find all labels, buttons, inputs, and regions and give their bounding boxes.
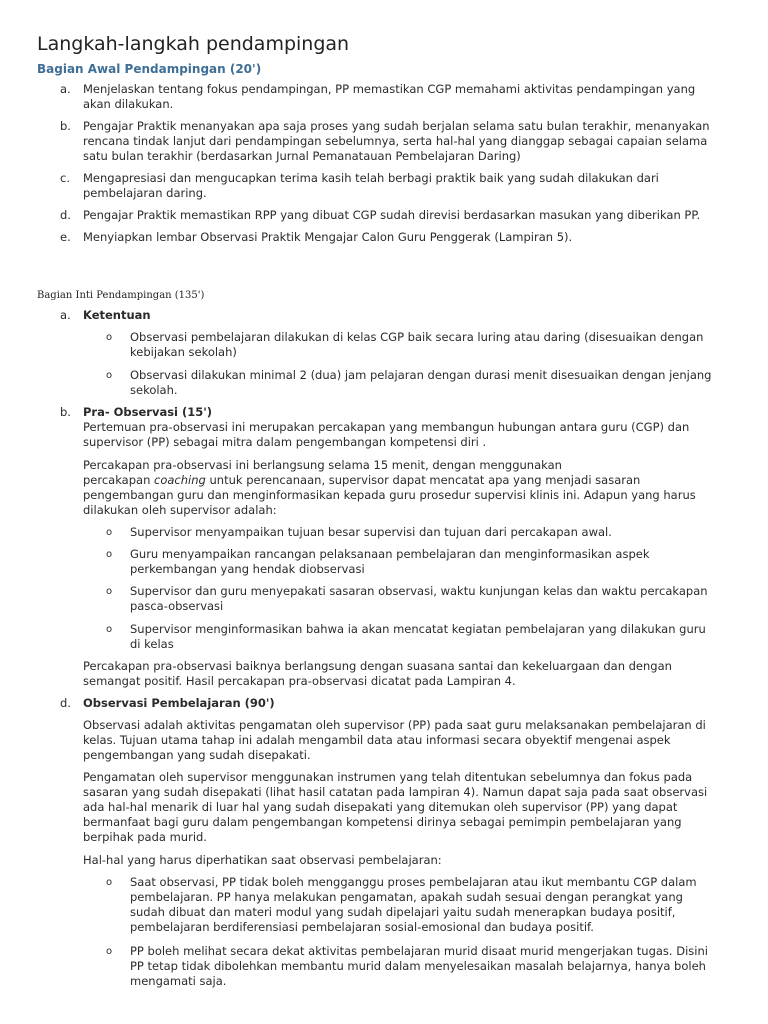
bullet-marker: o [106,549,113,560]
pra-bullet-1: Supervisor menyampaikan tujuan besar supervisi dan tujuan dari percakapan awal. [130,525,612,539]
pra-title: Pra- Observasi (15') [83,405,213,419]
observasi-para-2: Pengamatan oleh supervisor menggunakan instrumen yang telah ditentukan sebelumnya dan fokus pada sasaran yang sudah disepakati (lihat hasil catatan pada lampiran 4). Namun dapat saja pada saat observasi ada hal-hal menarik di luar hal yang sudah disepakati yang ditemukan oleh supervisor (PP) yang dapat bermanfaat bagi guru dalam pengembangan kompetensi dirinya sebagai pemimpin pembelajaran yang berpihak pada murid. [83,770,708,844]
bullet-marker: o [106,877,113,888]
item-text-d: Pengajar Praktik memastikan RPP yang dibuat CGP sudah direvisi berdasarkan masukan yang diberikan PP. [83,208,701,222]
observasi-bullet-2: PP boleh melihat secara dekat aktivitas pembelajaran murid disaat murid mengerjakan tugas. Disini PP tetap tidak dibolehkan membantu murid dalam menyelesaikan masalah belajarnya, hanya boleh mengamati saja. [130,944,708,988]
observasi-para-1: Observasi adalah aktivitas pengamatan oleh supervisor (PP) pada saat guru melaksanakan pembelajaran di kelas. Tujuan utama tahap ini adalah mengambil data atau informasi secara obyektif mengenai aspek pengembangan yang sudah disepakati. [83,718,706,762]
bullet-marker: o [106,332,113,343]
pra-para-1: Pertemuan pra-observasi ini merupakan percakapan yang membangun hubungan antara guru (CGP) dan supervisor (PP) sebagai mitra dalam pengembangan kompetensi diri . [83,420,690,449]
page-title: Langkah-langkah pendampingan [37,33,350,55]
item-label-a: a. [60,82,71,96]
item-label-b: b. [60,119,71,133]
ketentuan-label: a. [60,308,71,322]
item-label-d: d. [60,208,71,222]
item-text-b: Pengajar Praktik menanyakan apa saja proses yang sudah berjalan selama satu bulan terakhir, menanyakan rencana tindak lanjut dari pendampingan sebelumnya, serta hal-hal yang dianggap sebagai capaian selama satu bulan terakhir (berdasarkan Jurnal Pemanatauan Pembelajaran Daring) [83,119,710,163]
observasi-title: Observasi Pembelajaran (90') [83,696,275,710]
item-label-c: c. [60,171,70,185]
observasi-bullet-1: Saat observasi, PP tidak boleh mengganggu proses pembelajaran atau ikut membantu CGP dalam pembelajaran. PP hanya melakukan pengamatan, apakah sudah sesuai dengan perangkat yang sudah dibuat dan materi modul yang sudah dipelajari yaitu sudah menerapkan budaya positif, pembelajaran berdiferensiasi pembelajaran sosial-emosional dan budaya positif. [130,875,697,934]
pra-para-3: Percakapan pra-observasi baiknya berlangsung dengan suasana santai dan kekeluargaan dan dengan semangat positif. Hasil percakapan pra-observasi dicatat pada Lampiran 4. [83,659,672,688]
pra-bullet-4: Supervisor menginformasikan bahwa ia akan mencatat kegiatan pembelajaran yang dilakukan guru di kelas [130,622,706,651]
coaching-emphasis: coaching [154,473,206,487]
bullet-marker: o [106,624,113,635]
pra-bullet-2: Guru menyampaikan rancangan pelaksanaan pembelajaran dan menginformasikan aspek perkembangan yang hendak diobservasi [130,547,650,576]
observasi-para-3: Hal-hal yang harus diperhatikan saat observasi pembelajaran: [83,853,442,867]
section-heading-awal: Bagian Awal Pendampingan (20') [37,62,262,76]
item-text-a: Menjelaskan tentang fokus pendampingan, PP memastikan CGP memahami aktivitas pendampingan yang akan dilakukan. [83,82,696,111]
item-text-c: Mengapresiasi dan mengucapkan terima kasih telah berbagi praktik baik yang sudah dilakukan dari pembelajaran daring. [83,171,659,200]
pra-label: b. [60,405,71,419]
pra-para-2: Percakapan pra-observasi ini berlangsung selama 15 menit, dengan menggunakan percakapan coaching untuk perencanaan, supervisor dapat mencatat apa yang menjadi sasaran pengembangan guru dan menginformasikan kepada guru prosedur supervisi klinis ini. Adapun yang harus dilakukan oleh supervisor adalah: [83,458,696,517]
observasi-label: d. [60,696,71,710]
bullet-marker: o [106,370,113,381]
section-heading-inti: Bagian Inti Pendampingan (135') [37,290,205,301]
bullet-marker: o [106,586,113,597]
bullet-marker: o [106,527,113,538]
bullet-marker: o [106,946,113,957]
item-text-e: Menyiapkan lembar Observasi Praktik Mengajar Calon Guru Penggerak (Lampiran 5). [83,230,573,244]
ketentuan-bullet-1: Observasi pembelajaran dilakukan di kelas CGP baik secara luring atau daring (disesuaikan dengan kebijakan sekolah) [130,330,704,359]
ketentuan-bullet-2: Observasi dilakukan minimal 2 (dua) jam pelajaran dengan durasi menit disesuaikan dengan jenjang sekolah. [130,368,712,397]
ketentuan-title: Ketentuan [83,308,151,322]
pra-bullet-3: Supervisor dan guru menyepakati sasaran observasi, waktu kunjungan kelas dan waktu percakapan pasca-observasi [130,584,708,613]
item-label-e: e. [60,230,71,244]
